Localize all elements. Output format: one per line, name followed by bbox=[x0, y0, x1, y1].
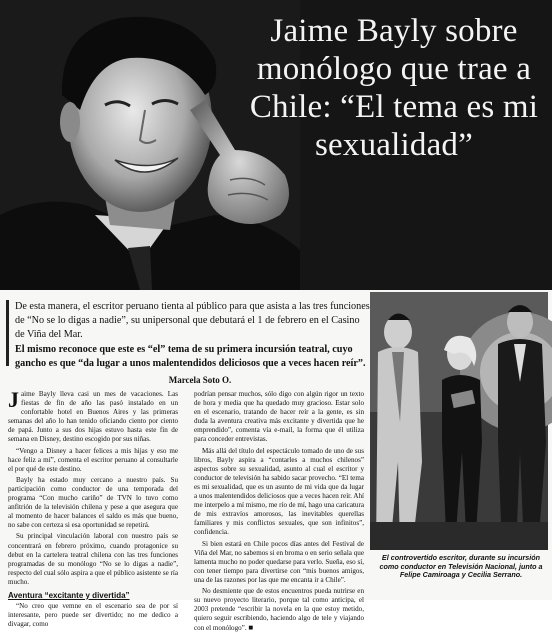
article-paragraph bbox=[8, 387, 178, 445]
tv-set-photo bbox=[370, 292, 548, 550]
article-paragraph: Más allá del título del espectáculo tomado de uno de sus libros, Bayly aspira a “contarles a muchos chilenos” aspectos sobre su sexualidad, asunto al cual el escritor y conductor de televisión ha sabido sacar provecho. “El tema es mi sexualidad, que es un asunto de mi vida que da lugar a unos malentendidos deliciosos que a veces hacen reír. Ahí me interpelo a mí mismo, me río de mí, hago una caricatura de mis extravíos amorosos, las inevitables querellas familiares y mis conflictos sexuales, que son infinitos”, confidencia. bbox=[194, 446, 364, 537]
drop-cap: J bbox=[8, 387, 19, 412]
lede bbox=[6, 300, 371, 369]
article-paragraph bbox=[194, 587, 364, 633]
article-paragraph: Si bien estará en Chile pocos días antes del Festival de Viña del Mar, no sabemos si en broma o en serio señala que lamenta mucho no poder quedarse para verlo. Sueña, eso sí, con tener tiempo para divertirse con “mis buenos amigos, una de las razones por las que me encanta ir a Chile”. bbox=[194, 539, 364, 584]
article-column-2 bbox=[194, 390, 364, 633]
article-subhead: Aventura “excitante y divertida” bbox=[8, 590, 130, 600]
article-paragraph: podrían pensar muchos, sólo digo con algún rigor un texto de hora y media que ha quedado muy gracioso. Estar solo en el escenario, tratando de hacer reír a la gente, es sin duda la aventura creativa más excitante y divertida que he emprendido”, comenta vía e-mail, la forma que él utiliza para conceder entrevistas. bbox=[194, 390, 364, 444]
article-paragraph: “Vengo a Disney a hacer felices a mis hijas y eso me hace feliz a mí”, comenta el escritor peruano al consultarle el por qué de este destino. bbox=[8, 446, 178, 473]
headline-line-4: sexualidad” bbox=[315, 127, 473, 163]
headline bbox=[244, 12, 544, 164]
article-paragraph-text: No desmiente que de estos encuentros pueda nutrirse en su nuevo proyecto literario, porque tal como anticipa, el 2003 pretende “escribir la novela en la que estoy metido, quiero seguir escribiendo, haciendo algo de tele y viajando con el monólogo”. bbox=[194, 586, 364, 633]
article-column-1 bbox=[8, 387, 178, 629]
article-paragraph-text: aime Bayly lleva casi un mes de vacaciones. Las fiestas de fin de año las pasó instalado en un confortable hotel en Buenos Aires y las primeras semanas del año lo han tenido oficiando ciento por ciento de papá. Junto a sus dos hijas estuvo hasta este fin de semana en Disney, destino escogido por sus niñas. bbox=[8, 390, 178, 444]
hero-photo-banner bbox=[0, 0, 552, 290]
headline-line-2: monólogo que trae a bbox=[256, 51, 532, 87]
article-paragraph: Su principal vinculación laboral con nuestro país se concentrará en febrero próximo, cuando protagonice su debut en la cartelera teatral chilena con las tres funciones programadas de su monólogo “No se lo digas a nadie”, respecto del cual sólo aspira a que el público asistente se ría mucho. bbox=[8, 532, 178, 586]
article-paragraph: Bayly ha estado muy cercano a nuestro país. Su participación como conductor de una temporada del programa “Con mucho cariño” de TVN lo tuvo como anfitrión de la televisión chilena y pese a que asegura que al momento de hacer balances el saldo es más que bueno, no sabe con certeza si esa oportunidad se repetirá. bbox=[8, 475, 178, 530]
article-paragraph: “No creo que vemne en el escenario sea de por sí interesante, pero puede ser divertido; no me dedico a divagar, como bbox=[8, 602, 178, 629]
lede-paragraph-2: El mismo reconoce que este es “el” tema de su primera incursión teatral, cuyo gancho es que “da lugar a unos malentendidos deliciosos que a veces hacen reír”. bbox=[15, 343, 366, 369]
headline-line-1: Jaime Bayly sobre bbox=[270, 13, 518, 49]
byline: Marcela Soto O. bbox=[168, 375, 232, 385]
end-mark-icon: ■ bbox=[248, 623, 254, 633]
lede-paragraph-1: De esta manera, el escritor peruano tienta al público para que asista a las tres funciones de “No se lo digas a nadie”, su unipersonal que debutará el 1 de febrero en el Casino de Viña del Mar. bbox=[15, 301, 370, 341]
article-body bbox=[8, 387, 364, 633]
headline-line-3: Chile: “El tema es mi bbox=[249, 89, 539, 125]
photo-caption: El controvertido escritor, durante su incursión como conductor en Televisión Nacional, junto a Felipe Camiroaga y Cecilia Serrano. bbox=[379, 553, 543, 580]
